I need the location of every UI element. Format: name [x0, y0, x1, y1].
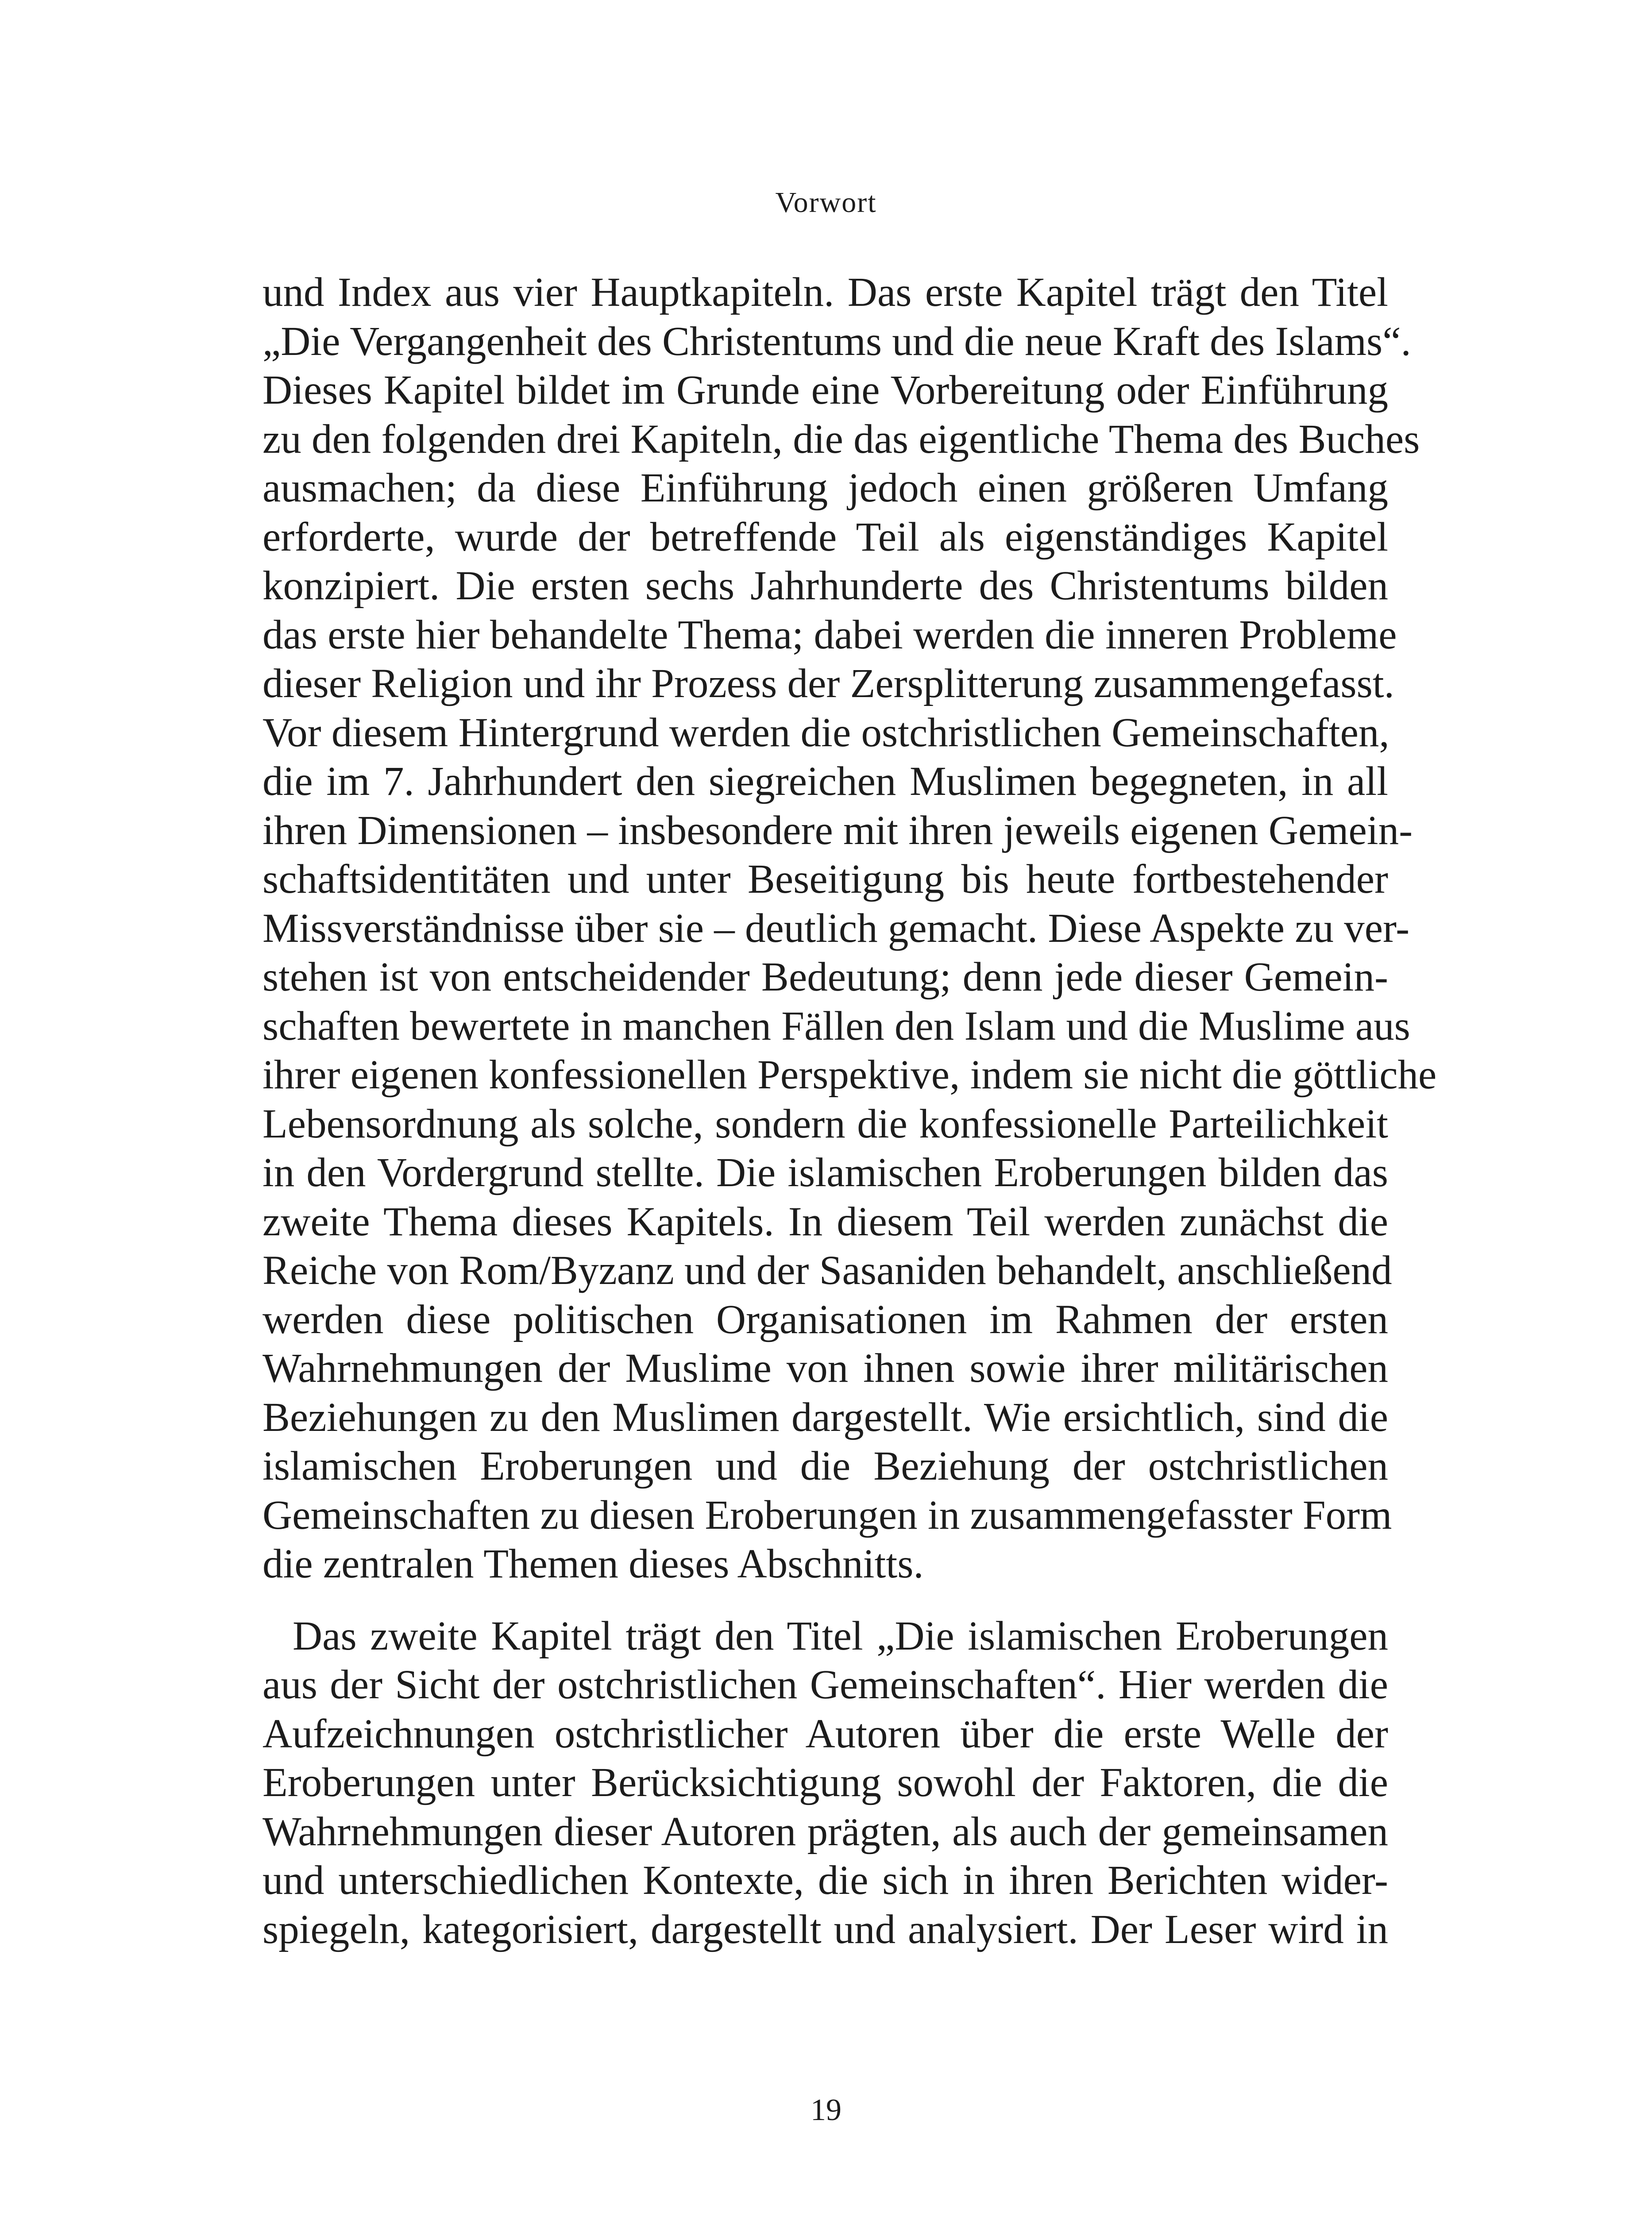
text-line: und Index aus vier Hauptkapiteln. Das erste Kapitel trägt den Titel [262, 270, 1388, 315]
text-line: werden diese politischen Organisationen im Rahmen der ersten [262, 1296, 1388, 1342]
running-head: Vorwort [775, 186, 877, 219]
text-line: die im 7. Jahrhundert den siegreichen Muslimen begegneten, in all [262, 759, 1388, 804]
text-line: Lebensordnung als solche, sondern die konfessionelle Parteilichkeit [262, 1101, 1388, 1147]
text-line: das erste hier behandelte Thema; dabei werden die inneren Probleme [262, 612, 1397, 658]
text-line: stehen ist von entscheidender Bedeutung; denn jede dieser Gemein- [262, 954, 1388, 1000]
paragraph-1 [262, 268, 1437, 1589]
page-number: 19 [811, 2093, 841, 2127]
text-line: Gemeinschaften zu diesen Eroberungen in zusammengefasster Form [262, 1492, 1392, 1538]
text-line: „Die Vergangenheit des Christentums und die neue Kraft des Islams“. [262, 318, 1411, 364]
text-line: Missverständnisse über sie – deutlich gemacht. Diese Aspekte zu ver- [262, 905, 1410, 951]
text-line: ihrer eigenen konfessionellen Perspektive, indem sie nicht die göttliche [262, 1052, 1437, 1098]
text-line: zu den folgenden drei Kapiteln, die das eigentliche Thema des Buches [262, 416, 1420, 462]
text-line: Wahrnehmungen dieser Autoren prägten, als auch der gemeinsamen [262, 1808, 1388, 1854]
text-line: zweite Thema dieses Kapitels. In diesem Teil werden zunächst die [262, 1199, 1388, 1245]
text-line: in den Vordergrund stellte. Die islamischen Eroberungen bilden das [262, 1150, 1388, 1195]
body-text [262, 268, 1437, 1954]
text-line: die zentralen Themen dieses Abschnitts. [262, 1541, 924, 1587]
paragraph-2 [262, 1612, 1388, 1955]
text-line: Beziehungen zu den Muslimen dargestellt. Wie ersichtlich, sind die [262, 1394, 1388, 1440]
text-line: spiegeln, kategorisiert, dargestellt und analysiert. Der Leser wird in [262, 1906, 1388, 1952]
text-line: Eroberungen unter Berücksichtigung sowohl der Faktoren, die die [262, 1760, 1388, 1805]
text-line: ihren Dimensionen – insbesondere mit ihren jeweils eigenen Gemein- [262, 807, 1413, 853]
text-line: Dieses Kapitel bildet im Grunde eine Vorbereitung oder Einführung [262, 367, 1388, 413]
text-line: Das zweite Kapitel trägt den Titel „Die islamischen Eroberungen [293, 1613, 1388, 1659]
text-line: schaften bewertete in manchen Fällen den Islam und die Muslime aus [262, 1003, 1410, 1049]
text-line: konzipiert. Die ersten sechs Jahrhunderte des Christentums bilden [262, 563, 1388, 609]
text-line: islamischen Eroberungen und die Beziehung der ostchristlichen [262, 1443, 1388, 1489]
text-line: aus der Sicht der ostchristlichen Gemeinschaften“. Hier werden die [262, 1662, 1388, 1708]
paragraph-spacer [262, 1589, 1388, 1612]
text-line: und unterschiedlichen Kontexte, die sich in ihren Berichten wider- [262, 1858, 1388, 1903]
text-line: dieser Religion und ihr Prozess der Zersplitterung zusammengefasst. [262, 661, 1394, 706]
text-line: Reiche von Rom/Byzanz und der Sasaniden behandelt, anschließend [262, 1248, 1392, 1293]
text-line: schaftsidentitäten und unter Beseitigung bis heute fortbestehender [262, 856, 1388, 902]
text-line: Vor diesem Hintergrund werden die ostchristlichen Gemeinschaften, [262, 709, 1390, 756]
text-line: Aufzeichnungen ostchristlicher Autoren über die erste Welle der [262, 1711, 1388, 1757]
text-line: erforderte, wurde der betreffende Teil als eigenständiges Kapitel [262, 514, 1388, 560]
text-line: Wahrnehmungen der Muslime von ihnen sowie ihrer militärischen [262, 1346, 1388, 1391]
text-line: ausmachen; da diese Einführung jedoch einen größeren Umfang [262, 465, 1388, 511]
